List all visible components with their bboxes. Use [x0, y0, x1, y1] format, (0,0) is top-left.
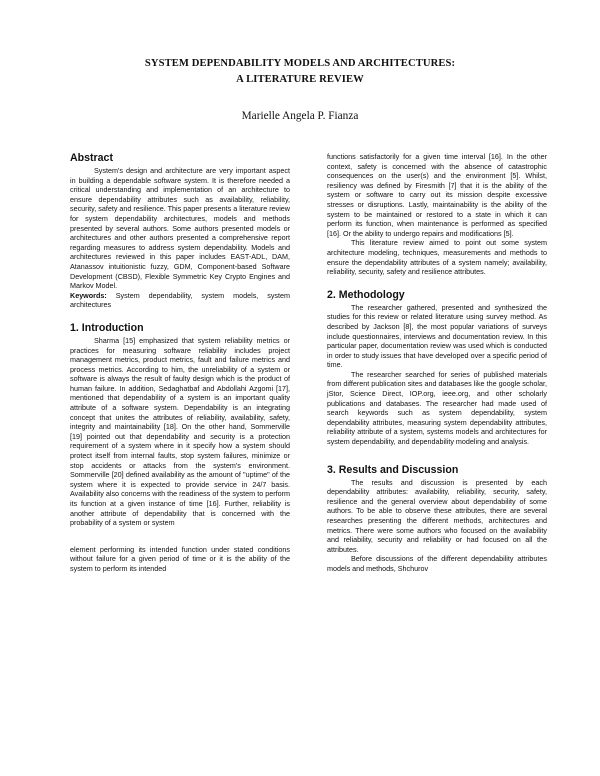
abstract-heading: Abstract — [70, 152, 113, 164]
introduction-paragraph-1: Sharma [15] emphasized that system reliability metrics or practices for measuring software reliability includes project management metrics, product metrics, fault and failure metrics and process metrics. According to him, the unreliability of a system or software is always the result of faulty design which is the product of human failure. In addition, Sedaghatbaf and Abdollahi Azgomi [17], mentioned that dependability of a system is an important quality attribute of a software system. Dependability is an integrating concept that unites the attributes of reliability, availability, safety, integrity and maintainability [18]. On the other hand, Sommerville [19] pointed out that dependability and security is a protection requirement of a system where in it specify how a system should protect itself from internal faults, stop system failures, minimize or stop accidents or attacks from the system's environment. Sommerville [20] defined availability as the amount of "uptime" of the system where it is expected to provide service in 24/7 basis. Availability also concerns with the readiness of the system to perform its function at a given instance of time [16]. Further, reliability is another attribute of dependability that is concerned with the probability of a system or system — [70, 335, 290, 528]
author-name: Marielle Angela P. Fianza — [241, 110, 359, 122]
keywords-text: System dependability, system models, system architectures — [70, 290, 291, 310]
methodology-paragraph-1: The researcher gathered, presented and synthesized the studies for this review or related literature using survey method. As described by Jackson [8], the most popular variations of surveys include questionnaires, interviews and documentation review. In this particular paper, documentation review was used which is conducted in order to study issues that have developed over a specific period of time. — [327, 302, 547, 370]
right-column — [327, 152, 547, 574]
keywords-label: Keywords: — [70, 290, 107, 300]
paper-title — [60, 56, 540, 88]
keywords — [70, 291, 290, 310]
methodology-paragraph-2: The researcher searched for series of published materials from different publication sites and databases like the google scholar, jStor, Science Direct, IOP.org, ieee.org, and other scholarly publications and databases. The researcher had made used of search keywords such as system dependability, system dependability attributes, measuring system dependability attributes, reliability attribute of a system, systems models and architectures for system dependability, and dependability modeling and analysis. — [327, 369, 547, 447]
introduction-heading: 1. Introduction — [70, 321, 144, 334]
methodology-heading: 2. Methodology — [327, 288, 405, 301]
results-paragraph-2: Before discussions of the different dependability attributes models and methods, Shchurov — [327, 554, 547, 573]
introduction-continuation: functions satisfactorily for a given time interval [16]. In the other context, safety is concerned with the absence of catastrophic consequences on the user(s) and the environment [5]. Whilst, resiliency was defined by Firesmith [7] that it is the ability of the system or software to carry out its mission despite excessive stresses or disruptions. Lastly, maintainability is the ability of the system to be maintained or restored to a state in which it can perform its function, when maintenance is performed as specified [16]. Or the ability to undergo repairs and modifications [5]. — [327, 152, 547, 238]
title-line-2: A LITERATURE REVIEW — [236, 74, 364, 85]
left-column — [70, 152, 290, 574]
results-heading: 3. Results and Discussion — [327, 463, 459, 476]
introduction-paragraph-2: element performing its intended function under stated conditions without failure for a given period of time or it is the ability of the system to perform its intended — [70, 544, 290, 573]
review-aim-paragraph: This literature review aimed to point out some system architecture modeling, techniques, measurements and methods to ensure the dependability attributes of a system namely; availability, reliability, security, safety and resilience attributes. — [327, 238, 547, 277]
abstract-text: System's design and architecture are very important aspect in building a dependable software system. It is therefore needed a critical understanding and implementation of an architecture to ensure dependability attributes such as availability, reliability, security, safety and resilience. This paper presents a literature review for system dependability architectures, models and methods presented by several authors. Some authors presented models or architectures and other authors presented a comprehensive report regarding measures to address system dependability. Models and architectures reviewed in this paper includes EAST-ADL, DAM, Atanassov intuitionistic fuzzy, GDM, Component-based Software Development (CBSD), Flexible Symmetric Key Crypto Engines and Markov Model. — [70, 166, 290, 291]
title-line-1: SYSTEM DEPENDABILITY MODELS AND ARCHITECTURES: — [144, 58, 456, 69]
results-paragraph-1: The results and discussion is presented by each dependability attributes: availability, reliability, security, safety, resilience and the general overview about dependability of some authors. To be able to observe these attributes, there are several researches presenting the different methods, architectures and metrics. There were some authors who focused on the availability and reliability, security and reliability or had focused on all the attributes. — [327, 477, 547, 554]
